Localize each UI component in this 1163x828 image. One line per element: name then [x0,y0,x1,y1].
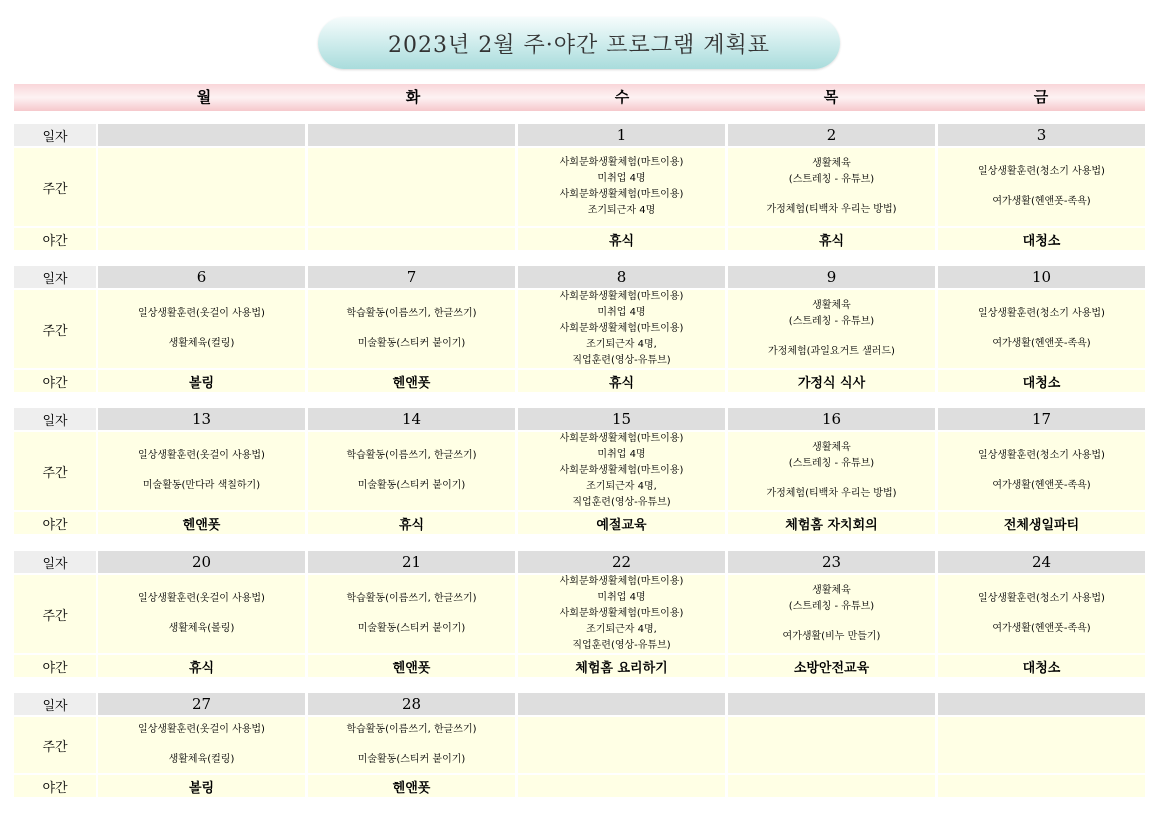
program-line: 사회문화생활체험(마트이용) [559,576,684,587]
program-line: 일상생활훈련(옷걸이 사용법) [138,724,265,735]
day-program-cell [308,575,515,653]
weekday-tue: 화 [405,88,421,106]
date-cell [98,124,305,146]
program-line: 미술활동(스티커 붙이기) [357,623,466,634]
date-cell [518,693,725,715]
night-program-cell: 휴식 [518,228,725,250]
date-cell: 28 [308,693,515,715]
date-cell: 27 [98,693,305,715]
day-program-cell [98,717,305,773]
weekday-fri: 금 [1033,88,1049,106]
program-line: 일상생활훈련(청소기 사용법) [978,593,1105,604]
program-line: 생활체육(볼링) [168,623,235,634]
weekday-wed: 수 [614,88,630,106]
row-label-night: 야간 [14,512,96,534]
date-cell: 8 [518,266,725,288]
program-line: 미술활동(스티커 붙이기) [357,338,466,349]
night-program-cell: 휴식 [518,370,725,392]
program-line: 학습활동(이름쓰기, 한글쓰기) [346,593,477,604]
program-line: 학습활동(이름쓰기, 한글쓰기) [346,308,477,319]
page-title: 2023년 2월 주·야간 프로그램 계획표 [388,32,770,58]
day-program-cell [938,717,1145,773]
weekday-header [14,84,1145,111]
row-label-date: 일자 [14,408,96,430]
day-program-cell [518,717,725,773]
date-cell: 22 [518,551,725,573]
program-line: 사회문화생활체험(마트이용) [559,433,684,444]
program-line: (스트레칭 - 유튜브) [788,316,875,327]
night-program-cell [518,775,725,797]
program-line: 생활체육(컬링) [168,754,235,765]
program-line: 학습활동(이름쓰기, 한글쓰기) [346,724,477,735]
night-program-cell: 헨앤폿 [308,775,515,797]
day-program-cell [98,432,305,510]
date-cell: 9 [728,266,935,288]
program-line: 일상생활훈련(청소기 사용법) [978,166,1105,177]
program-line: 미술활동(만다라 색칠하기) [142,480,261,491]
day-program-cell [98,148,305,226]
weekday-mon: 월 [196,88,212,106]
date-cell: 23 [728,551,935,573]
program-line: 가정체험(과일요거트 샐러드) [768,346,895,357]
program-line: 학습활동(이름쓰기, 한글쓰기) [346,450,477,461]
program-line: 조기퇴근자 4명, [586,481,657,492]
program-line: 사회문화생활체험(마트이용) [559,465,684,476]
date-cell: 2 [728,124,935,146]
program-line: 사회문화생활체험(마트이용) [559,323,684,334]
row-label-date: 일자 [14,124,96,146]
program-line: 미술활동(스티커 붙이기) [357,754,466,765]
program-line: 사회문화생활체험(마트이용) [559,291,684,302]
program-line: 여가생활(헨앤폿-족욕) [992,480,1091,491]
date-cell: 20 [98,551,305,573]
night-program-cell: 대청소 [938,655,1145,677]
program-line: 미술활동(스티커 붙이기) [357,480,466,491]
program-line: 사회문화생활체험(마트이용) [559,608,684,619]
program-line: 조기퇴근자 4명 [587,205,656,216]
date-cell: 7 [308,266,515,288]
night-program-cell: 휴식 [728,228,935,250]
program-line: 여가생활(헨앤폿-족욕) [992,196,1091,207]
date-cell: 21 [308,551,515,573]
day-program-cell [938,290,1145,368]
title-banner [318,17,840,69]
night-program-cell: 전체생일파티 [938,512,1145,534]
date-cell [728,693,935,715]
program-line: 사회문화생활체험(마트이용) [559,189,684,200]
program-line: 가정체험(티백차 우리는 방법) [766,204,897,215]
night-program-cell: 휴식 [98,655,305,677]
program-line: 사회문화생활체험(마트이용) [559,157,684,168]
row-label-night: 야간 [14,655,96,677]
day-program-cell [518,432,725,510]
program-line: (스트레칭 - 유튜브) [788,601,875,612]
program-line: 여가생활(헨앤폿-족욕) [992,338,1091,349]
night-program-cell: 대청소 [938,228,1145,250]
date-cell: 10 [938,266,1145,288]
program-line: 일상생활훈련(청소기 사용법) [978,308,1105,319]
day-program-cell [728,717,935,773]
program-line: 직업훈련(영상-유튜브) [572,497,671,508]
day-program-cell [728,148,935,226]
program-line: 여가생활(헨앤폿-족욕) [992,623,1091,634]
row-label-day: 주간 [14,290,96,368]
row-label-date: 일자 [14,266,96,288]
date-cell: 16 [728,408,935,430]
date-cell: 15 [518,408,725,430]
row-label-day: 주간 [14,432,96,510]
program-line: 일상생활훈련(옷걸이 사용법) [138,450,265,461]
program-line: 일상생활훈련(옷걸이 사용법) [138,593,265,604]
row-label-date: 일자 [14,693,96,715]
night-program-cell [728,775,935,797]
night-program-cell: 볼링 [98,775,305,797]
row-label-day: 주간 [14,717,96,773]
program-line: 생활체육 [812,158,851,169]
program-line: 생활체육 [812,585,851,596]
program-line: 조기퇴근자 4명, [586,339,657,350]
night-program-cell: 대청소 [938,370,1145,392]
program-line: 생활체육 [812,300,851,311]
program-line: 미취업 4명 [597,173,646,184]
date-cell: 17 [938,408,1145,430]
date-cell: 1 [518,124,725,146]
day-program-cell [938,432,1145,510]
day-program-cell [308,432,515,510]
program-line: 일상생활훈련(청소기 사용법) [978,450,1105,461]
program-line: 생활체육(컬링) [168,338,235,349]
night-program-cell: 헨앤폿 [308,370,515,392]
date-cell: 14 [308,408,515,430]
program-line: 직업훈련(영상-유튜브) [572,640,671,651]
day-program-cell [98,290,305,368]
date-cell [938,693,1145,715]
day-program-cell [518,148,725,226]
program-line: 미취업 4명 [597,307,646,318]
date-cell: 3 [938,124,1145,146]
day-program-cell [308,717,515,773]
day-program-cell [98,575,305,653]
day-program-cell [308,290,515,368]
night-program-cell: 휴식 [308,512,515,534]
day-program-cell [518,290,725,368]
date-cell: 13 [98,408,305,430]
program-line: 여가생활(비누 만들기) [782,631,881,642]
night-program-cell [938,775,1145,797]
program-line: 조기퇴근자 4명, [586,624,657,635]
night-program-cell: 헨앤폿 [98,512,305,534]
row-label-night: 야간 [14,228,96,250]
row-label-day: 주간 [14,148,96,226]
program-line: (스트레칭 - 유튜브) [788,174,875,185]
night-program-cell: 헨앤폿 [308,655,515,677]
date-cell: 6 [98,266,305,288]
night-program-cell: 가정식 식사 [728,370,935,392]
weekday-thu: 목 [823,88,839,106]
program-line: 미취업 4명 [597,592,646,603]
day-program-cell [728,575,935,653]
row-label-night: 야간 [14,775,96,797]
program-line: 생활체육 [812,442,851,453]
program-line: 직업훈련(영상-유튜브) [572,355,671,366]
night-program-cell [308,228,515,250]
night-program-cell: 체험홈 자치회의 [728,512,935,534]
date-cell [308,124,515,146]
row-label-day: 주간 [14,575,96,653]
program-line: 일상생활훈련(옷걸이 사용법) [138,308,265,319]
night-program-cell [98,228,305,250]
day-program-cell [728,290,935,368]
day-program-cell [308,148,515,226]
night-program-cell: 볼링 [98,370,305,392]
day-program-cell [938,575,1145,653]
day-program-cell [518,575,725,653]
row-label-night: 야간 [14,370,96,392]
day-program-cell [938,148,1145,226]
day-program-cell [728,432,935,510]
program-line: 가정체험(티백차 우리는 방법) [766,488,897,499]
row-label-date: 일자 [14,551,96,573]
program-line: (스트레칭 - 유튜브) [788,458,875,469]
night-program-cell: 예절교육 [518,512,725,534]
night-program-cell: 체험홈 요리하기 [518,655,725,677]
date-cell: 24 [938,551,1145,573]
night-program-cell: 소방안전교육 [728,655,935,677]
program-line: 미취업 4명 [597,449,646,460]
